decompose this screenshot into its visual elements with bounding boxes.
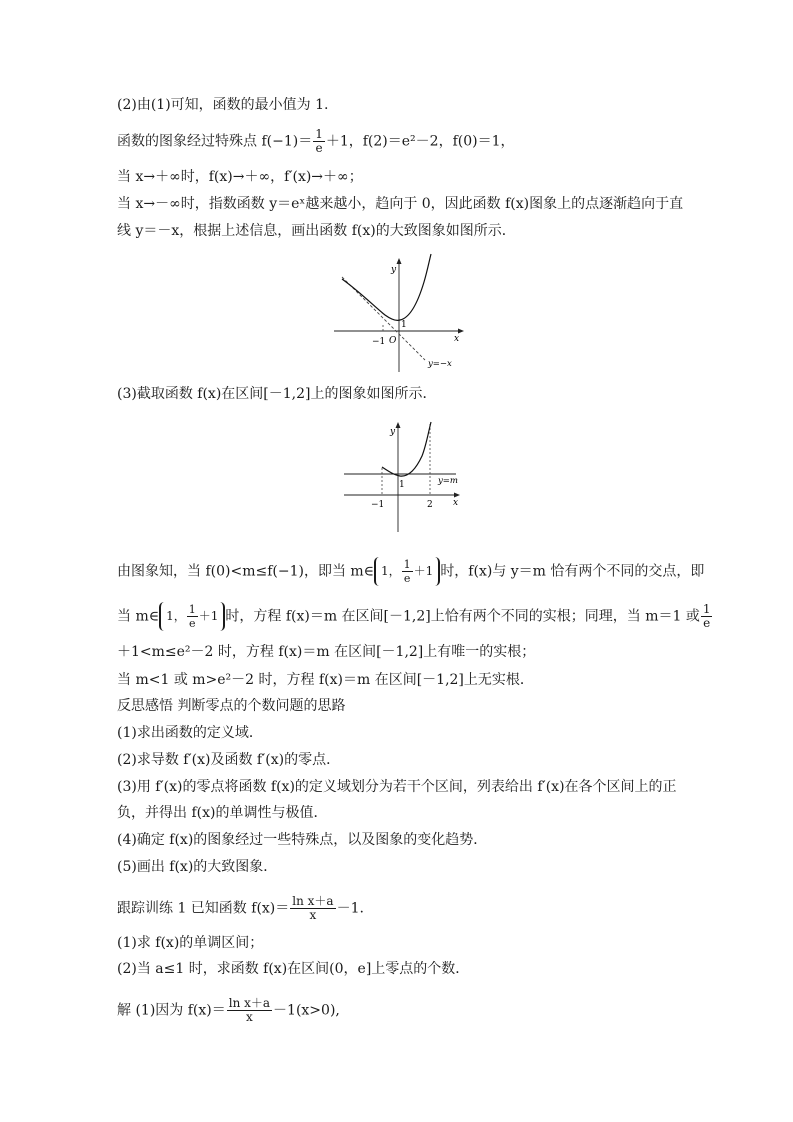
text-segment: ＋1，f(2)＝e²－2，f(0)＝1，: [325, 133, 515, 150]
text-line: ＋1<m≤e²－2 时，方程 f(x)＝m 在区间[－1,2]上有唯一的实根；: [117, 644, 536, 660]
text-segment: 由图象知，当 f(0)<m≤f(−1)，即当 m∈: [117, 563, 375, 580]
text-line: 当 x→＋∞时，f(x)→＋∞，f′(x)→＋∞；: [117, 169, 363, 185]
fraction: [290, 895, 335, 922]
fraction: [227, 997, 272, 1024]
interval-bracket: [374, 557, 440, 586]
text-segment: －1.: [336, 900, 364, 917]
text-segment: 跟踪训练 1 已知函数 f(x)＝: [117, 900, 290, 917]
fraction: [402, 558, 413, 585]
fraction: [701, 603, 713, 630]
text-line: (2)由(1)可知，函数的最小值为 1.: [117, 97, 329, 113]
numerator: 1: [403, 558, 411, 571]
text-segment: 时，方程 f(x)＝m 在区间[－1,2]上恰有两个不同的实根；同理，当 m＝1 或: [225, 608, 700, 625]
text-segment: 时，f(x)与 y＝m 恰有两个不同的交点，即: [440, 563, 705, 580]
text-line: (2)当 a≤1 时，求函数 f(x)在区间(0，e]上零点的个数．: [117, 961, 470, 977]
numerator: 1: [702, 602, 711, 616]
text-line: (5)画出 f(x)的大致图象．: [117, 859, 278, 875]
fraction: [313, 128, 325, 155]
text-line: [117, 602, 713, 631]
interval-bracket: [159, 602, 225, 631]
x-arrow: [458, 329, 464, 334]
function-curve: [342, 254, 431, 320]
text-line: (3)用 f′(x)的零点将函数 f(x)的定义域划分为若干个区间，列表给出 f′(x)在各个区间上的正: [117, 779, 677, 795]
x-arrow: [454, 493, 460, 498]
denominator: x: [309, 908, 317, 922]
text-segment: 函数的图象经过特殊点 f(−1)＝: [117, 133, 313, 150]
denominator: e: [188, 617, 196, 630]
tick-label: 1: [401, 320, 407, 330]
text-line: [117, 557, 704, 586]
numerator: ln x＋a: [228, 996, 271, 1010]
text-line: [117, 997, 340, 1024]
figure-2: [340, 416, 470, 536]
axis-label-y: y: [391, 265, 397, 275]
text-line: 线 y＝－x，根据上述信息，画出函数 f(x)的大致图象如图所示．: [117, 223, 516, 239]
denominator: e: [403, 572, 411, 585]
denominator: e: [315, 141, 323, 155]
text-line: (3)截取函数 f(x)在区间[－1,2]上的图象如图所示．: [117, 386, 437, 402]
tick-label: −1: [372, 337, 386, 347]
line-label: y=m: [438, 476, 458, 486]
text-line: (1)求 f(x)的单调区间；: [117, 935, 264, 951]
text-line: (4)确定 f(x)的图象经过一些特殊点，以及图象的变化趋势．: [117, 832, 488, 848]
y-arrow: [397, 258, 402, 264]
tick-label: 1: [399, 480, 405, 490]
fraction: [187, 603, 198, 630]
origin-label: O: [389, 336, 397, 346]
text-segment: －1(x>0),: [273, 1002, 340, 1019]
text-line: 当 x→－∞时，指数函数 y＝eˣ越来越小，趋向于 0，因此函数 f(x)图象上的点逐渐趋向于直: [117, 196, 684, 212]
interval-left: 1，: [166, 609, 186, 623]
axis-label-x: x: [453, 498, 459, 508]
text-line: 负，并得出 f(x)的单调性与极值．: [117, 805, 328, 821]
section-heading: 反思感悟 判断零点的个数问题的思路: [117, 698, 346, 714]
interval-left: 1，: [381, 564, 401, 578]
text-line: 当 m<1 或 m>e²－2 时，方程 f(x)＝m 在区间[－1,2]上无实根．: [117, 672, 534, 688]
text-segment: 解 (1)因为 f(x)＝: [117, 1002, 226, 1019]
tick-label: 2: [427, 500, 433, 510]
numerator: ln x＋a: [292, 894, 334, 908]
numerator: 1: [315, 127, 323, 141]
y-arrow: [396, 422, 401, 428]
interval-right: ＋1: [198, 609, 219, 623]
text-line: [117, 128, 515, 155]
denominator: e: [703, 616, 711, 630]
axis-label-x: x: [454, 334, 460, 344]
axis-label-y: y: [390, 427, 396, 437]
figure-1: [330, 252, 470, 374]
exercise-heading: [117, 895, 364, 922]
text-line: (2)求导数 f′(x)及函数 f′(x)的零点．: [117, 752, 341, 768]
text-segment: 当 m∈: [117, 608, 160, 625]
interval-right: ＋1: [413, 564, 434, 578]
text-line: (1)求出函数的定义域．: [117, 725, 263, 741]
denominator: x: [246, 1010, 253, 1024]
asymptote-label: y=−x: [428, 359, 452, 369]
tick-label: −1: [371, 500, 385, 510]
numerator: 1: [188, 603, 196, 616]
